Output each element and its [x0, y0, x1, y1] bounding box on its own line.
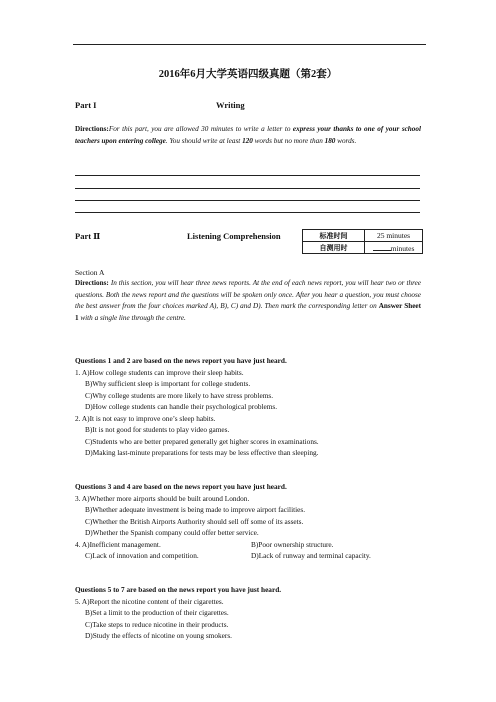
answer-option: B)It is not good for students to play video games. — [85, 425, 230, 434]
page-title: 2016年6月大学英语四级真题（第2套） — [158, 69, 338, 80]
directions-text: In this section, you will hear three news reports. At the end of each news report, you will hear two or three questions. Both the news report and the questions will be spoken only once. After you hear a question, you must choose the best answer from the four choices marked A), B), C) and D). Then mark the corresponding letter on — [75, 279, 421, 310]
directions-text: For this part, you are allowed 30 minutes to write a letter to — [108, 125, 293, 133]
answer-option: B)Poor ownership structure. — [251, 539, 334, 549]
group-heading: Questions 1 and 2 are based on the news report you have just heard. — [75, 356, 287, 365]
group-heading: Questions 5 to 7 are based on the news report you have just heard. — [75, 585, 282, 594]
part2-label: Part Ⅱ — [75, 231, 101, 241]
writing-directions — [75, 124, 421, 147]
directions-text: words but no more than — [252, 136, 325, 145]
answer-option: B)Set a limit to the production of their cigarettes. — [85, 608, 229, 617]
header-rule — [73, 44, 426, 45]
max-words: 180 — [324, 136, 336, 145]
standard-time-value: 25 minutes — [365, 230, 423, 242]
answer-option: C)Why college students are more likely to have stress problems. — [85, 390, 274, 400]
answer-option: C)Lack of innovation and competition. — [85, 551, 199, 560]
answer-option: C)Take steps to reduce nicotine in their products. — [85, 619, 229, 629]
directions-label: Directions: — [75, 279, 109, 287]
question-row — [75, 550, 425, 562]
part2-name: Listening Comprehension — [187, 231, 281, 241]
answer-option: D)How college students can handle their psychological problems. — [85, 402, 278, 411]
question-first-line: 1. A)How college students can improve their sleep habits. — [75, 367, 244, 377]
directions-text: words. — [335, 136, 357, 145]
section-heading: Section A — [75, 268, 105, 277]
answer-option: 4. A)Inefficient management. — [75, 539, 161, 549]
self-time-unit: minutes — [390, 243, 415, 253]
question-group — [75, 355, 425, 459]
answer-option: D)Making last-minute preparations for tests may be less effective than sleeping. — [85, 448, 319, 457]
part1-name: Writing — [216, 100, 245, 110]
timer-table — [302, 229, 423, 254]
writing-line — [75, 200, 420, 201]
listening-directions — [75, 278, 421, 324]
standard-time-label: 标准时间 — [303, 230, 365, 242]
question-row — [75, 539, 425, 551]
answer-option: D)Whether the Spanish company could offer better service. — [85, 528, 259, 537]
question-group — [75, 584, 425, 642]
answer-option: B)Whether adequate investment is being made to improve airport facilities. — [85, 505, 306, 514]
directions-text: with a single line through the centre. — [78, 313, 186, 322]
part1-label: Part I — [75, 100, 97, 110]
directions-text: . You should write at least — [165, 136, 243, 145]
answer-option: B)Why sufficient sleep is important for college students. — [85, 379, 251, 388]
self-time-blank — [373, 243, 391, 251]
directions-topic: express your thanks to one of your school teachers upon entering college — [75, 125, 421, 145]
answer-option: C)Whether the British Airports Authority should sell off some of its assets. — [85, 516, 304, 526]
writing-line — [75, 188, 420, 189]
self-time-cell — [365, 242, 423, 254]
question-group — [75, 481, 425, 562]
answer-option: D)Study the effects of nicotine on young smokers. — [85, 631, 232, 640]
question-first-line: 2. A)It is not easy to improve one’s sleep habits. — [75, 413, 216, 423]
self-time-label: 自测用时 — [303, 242, 365, 254]
answer-option: C)Students who are better prepared generally get higher scores in examinations. — [85, 436, 319, 446]
writing-line — [75, 175, 420, 176]
question-first-line: 3. A)Whether more airports should be built around London. — [75, 493, 250, 503]
writing-line — [75, 212, 420, 213]
group-heading: Questions 3 and 4 are based on the news report you have just heard. — [75, 482, 287, 491]
answer-sheet-ref: Answer Sheet 1 — [75, 302, 421, 322]
min-words: 120 — [242, 136, 253, 145]
question-first-line: 5. A)Report the nicotine content of their cigarettes. — [75, 596, 224, 606]
directions-label: Directions: — [75, 125, 109, 133]
answer-option: D)Lack of runway and terminal capacity. — [251, 551, 371, 560]
